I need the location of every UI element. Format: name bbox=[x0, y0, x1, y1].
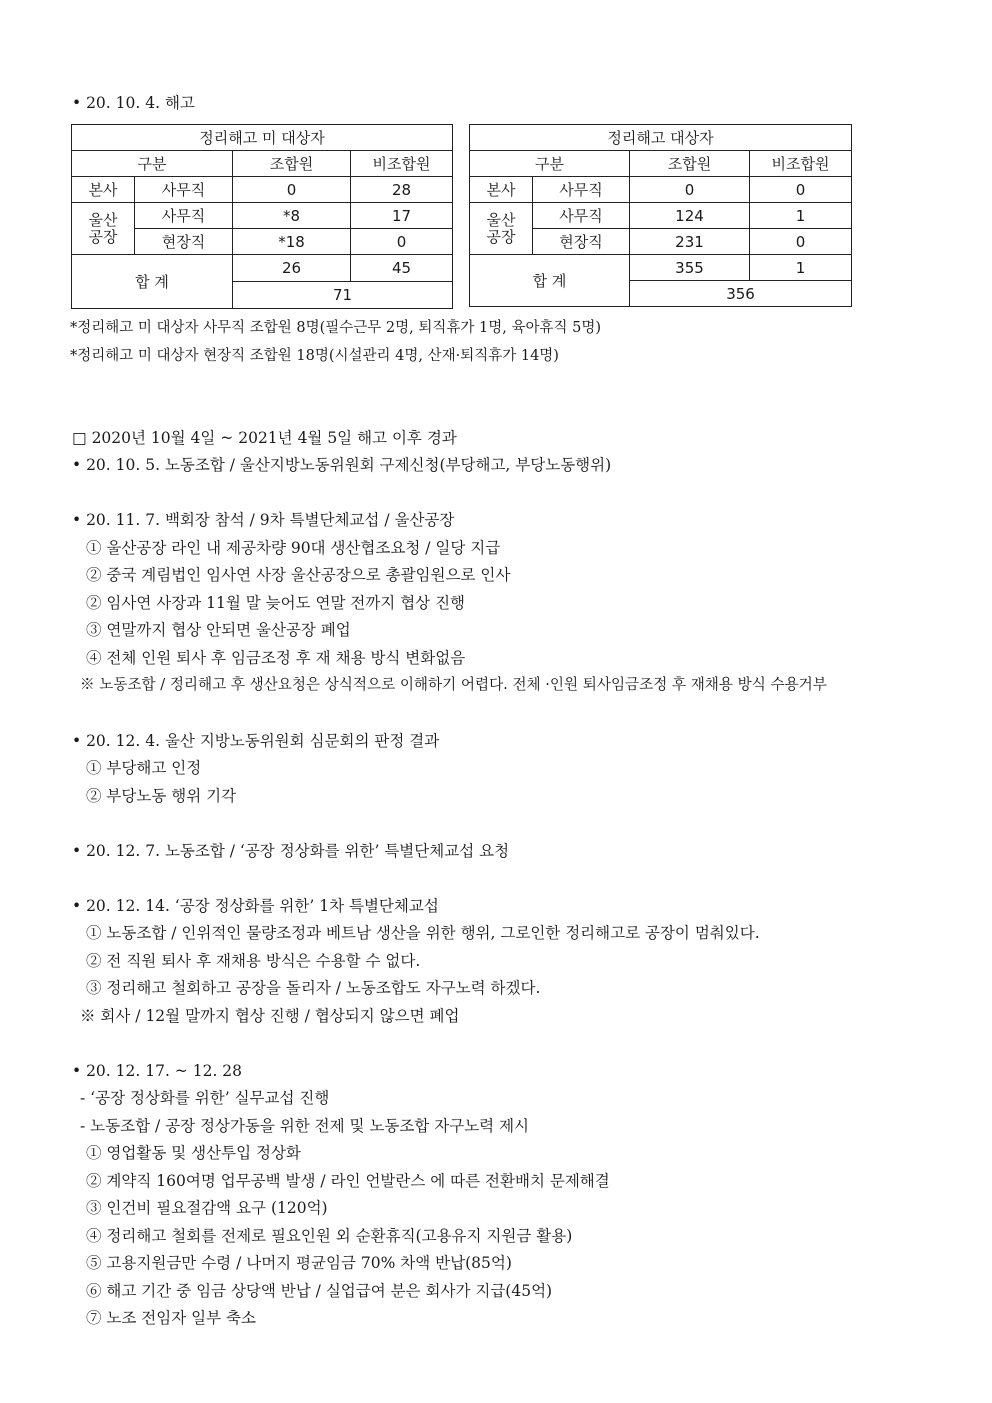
section-title: □ 2020년 10월 4일 ~ 2021년 4월 5일 해고 이후 경과 bbox=[72, 429, 457, 447]
total-label: 합 계 bbox=[470, 255, 630, 307]
footnote: *정리해고 미 대상자 사무직 조합원 8명(필수근무 2명, 퇴직휴가 1명, 육아휴직 5명) bbox=[70, 320, 601, 336]
col-header-union: 조합원 bbox=[630, 151, 750, 177]
cell-nonunion: 1 bbox=[750, 203, 852, 229]
date-heading: • 20. 10. 4. 해고 bbox=[72, 94, 195, 112]
list-item: ① 노동조합 / 인위적인 물량조정과 베트남 생산을 위한 행위, 그로인한 정리해고로 공장이 멈춰있다. bbox=[86, 924, 760, 942]
list-item: ⑥ 해고 기간 중 임금 상당액 반납 / 실업급여 분은 회사가 지급(45억) bbox=[86, 1282, 553, 1300]
cell-nonunion: 28 bbox=[351, 177, 453, 203]
sub-item: - ‘공장 정상화를 위한’ 실무교섭 진행 bbox=[80, 1089, 330, 1107]
cell-nonunion: 0 bbox=[351, 229, 453, 255]
list-item: ② 전 직원 퇴사 후 재채용 방식은 수용할 수 없다. bbox=[86, 952, 421, 970]
col-header-group: 구분 bbox=[470, 151, 630, 177]
cell-union: *18 bbox=[233, 229, 351, 255]
total-label: 합 계 bbox=[72, 255, 233, 309]
col-header-nonunion: 비조합원 bbox=[750, 151, 852, 177]
list-item: ⑤ 고용지원금만 수령 / 나머지 평균임금 70% 차액 반납(85억) bbox=[86, 1254, 512, 1272]
sub-item: - 노동조합 / 공장 정상가동을 위한 전제 및 노동조합 자구노력 제시 bbox=[80, 1117, 530, 1135]
cell-union: *8 bbox=[233, 203, 351, 229]
list-item: ③ 연말까지 협상 안되면 울산공장 폐업 bbox=[86, 621, 351, 639]
table-layoff bbox=[469, 124, 852, 307]
list-item: ① 울산공장 라인 내 제공차량 90대 생산협조요청 / 일당 지급 bbox=[86, 539, 501, 557]
total-nonunion: 45 bbox=[351, 255, 453, 282]
col-header-union: 조합원 bbox=[233, 151, 351, 177]
row-label-office: 사무직 bbox=[135, 177, 233, 203]
col-header-group: 구분 bbox=[72, 151, 233, 177]
table-non-layoff bbox=[71, 124, 453, 309]
list-item: ② 중국 계림법인 임사연 사장 울산공장으로 총괄임원으로 인사 bbox=[86, 566, 511, 584]
list-item: ① 영업활동 및 생산투입 정상화 bbox=[86, 1144, 301, 1162]
grand-total: 71 bbox=[233, 282, 453, 309]
list-item: ④ 정리해고 철회를 전제로 필요인원 외 순환휴직(고용유지 지원금 활용) bbox=[86, 1227, 573, 1245]
col-header-nonunion: 비조합원 bbox=[351, 151, 453, 177]
cell-union: 0 bbox=[233, 177, 351, 203]
total-nonunion: 1 bbox=[750, 255, 852, 281]
list-item: ⑦ 노조 전임자 일부 축소 bbox=[86, 1309, 256, 1327]
total-union: 355 bbox=[630, 255, 750, 281]
timeline-entry: • 20. 12. 7. 노동조합 / ‘공장 정상화를 위한’ 특별단체교섭 요청 bbox=[72, 842, 510, 860]
cell-union: 231 bbox=[630, 229, 750, 255]
note-item: ※ 회사 / 12월 말까지 협상 진행 / 협상되지 않으면 폐업 bbox=[80, 1007, 460, 1025]
timeline-entry: • 20. 12. 4. 울산 지방노동위원회 심문회의 판정 결과 bbox=[72, 732, 440, 750]
list-item: ④ 전체 인원 퇴사 후 임금조정 후 재 채용 방식 변화없음 bbox=[86, 649, 466, 667]
cell-nonunion: 17 bbox=[351, 203, 453, 229]
cell-union: 0 bbox=[630, 177, 750, 203]
list-item: ③ 정리해고 철회하고 공장을 돌리자 / 노동조합도 자구노력 하겠다. bbox=[86, 979, 541, 997]
list-item: ③ 인건비 필요절감액 요구 (120억) bbox=[86, 1199, 328, 1217]
total-union: 26 bbox=[233, 255, 351, 282]
cell-union: 124 bbox=[630, 203, 750, 229]
grand-total: 356 bbox=[630, 281, 852, 307]
row-label-office: 사무직 bbox=[533, 203, 630, 229]
row-label-office: 사무직 bbox=[135, 203, 233, 229]
row-label-field: 현장직 bbox=[533, 229, 630, 255]
list-item: ② 임사연 사장과 11월 말 늦어도 연말 전까지 협상 진행 bbox=[86, 594, 466, 612]
cell-nonunion: 0 bbox=[750, 229, 852, 255]
list-item: ① 부당해고 인정 bbox=[86, 759, 202, 777]
table-title: 정리해고 미 대상자 bbox=[72, 125, 453, 151]
timeline-entry: • 20. 12. 17. ~ 12. 28 bbox=[72, 1062, 243, 1080]
timeline-entry: • 20. 10. 5. 노동조합 / 울산지방노동위원회 구제신청(부당해고, 부당노동행위) bbox=[72, 456, 612, 474]
timeline-entry: • 20. 12. 14. ‘공장 정상화를 위한’ 1차 특별단체교섭 bbox=[72, 897, 439, 915]
row-label-plant: 울산 공장 bbox=[470, 203, 533, 255]
row-label-office: 사무직 bbox=[533, 177, 630, 203]
row-label-field: 현장직 bbox=[135, 229, 233, 255]
table-title: 정리해고 대상자 bbox=[470, 125, 852, 151]
list-item: ② 부당노동 행위 기각 bbox=[86, 787, 237, 805]
list-item: ② 계약직 160여명 업무공백 발생 / 라인 언발란스 에 따른 전환배치 문제해결 bbox=[86, 1172, 610, 1190]
cell-nonunion: 0 bbox=[750, 177, 852, 203]
timeline-entry: • 20. 11. 7. 백회장 참석 / 9차 특별단체교섭 / 울산공장 bbox=[72, 511, 455, 529]
note-item: ※ 노동조합 / 정리해고 후 생산요청은 상식적으로 이해하기 어렵다. 전체 ·인원 퇴사임금조정 후 재채용 방식 수용거부 bbox=[80, 676, 827, 693]
footnote: *정리해고 미 대상자 현장직 조합원 18명(시설관리 4명, 산재·퇴직휴가 14명) bbox=[70, 348, 559, 364]
row-label-plant: 울산 공장 bbox=[72, 203, 135, 255]
row-label-hq: 본사 bbox=[72, 177, 135, 203]
row-label-hq: 본사 bbox=[470, 177, 533, 203]
